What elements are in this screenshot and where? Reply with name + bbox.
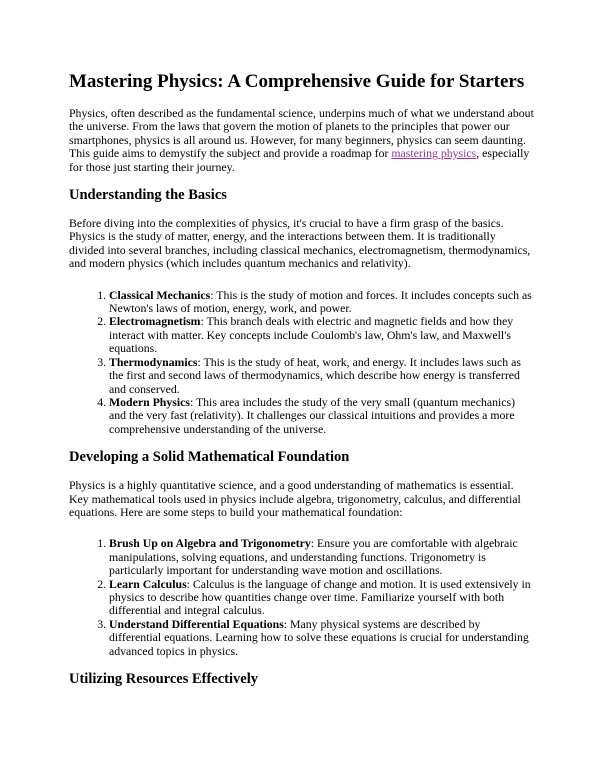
list-item-text: : This branch deals with electric and magnetic fields and how they interact with matter. Key concepts include Coulomb's law, Ohm's law, and Maxwell's equations. — [109, 314, 514, 356]
basics-paragraph: Before diving into the complexities of physics, it's crucial to have a firm grasp of the basics. Physics is the study of matter, energy, and the interactions between them. It is traditionally divided into several branches, including classical mechanics, electromagnetism, thermodynamics, and modern physics (which includes quantum mechanics and relativity). — [69, 216, 531, 271]
list-item-term: Modern Physics — [109, 394, 190, 409]
list-item-electromagnetism — [109, 315, 534, 355]
document-title: Mastering Physics: A Comprehensive Guide for Starters — [69, 71, 525, 92]
list-item-text: : Calculus is the language of change and motion. It is used extensively in physics to describe how quantities change over time. Familiarize yourself with both differential and integral calculus. — [109, 576, 531, 618]
intro-text-before-link: Physics, often described as the fundamental science, underpins much of what we understand about the universe. From the laws that govern the motion of planets to the principles that power our smartphones, physics is all around us. However, for many beginners, physics can seem daunting. This guide aims to demystify the subject and provide a roadmap for — [69, 106, 534, 161]
math-foundation-paragraph: Physics is a highly quantitative science, and a good understanding of mathematics is essential. Key mathematical tools used in physics include algebra, trigonometry, calculus, and differential equations. Here are some steps to build your mathematical foundation: — [69, 478, 521, 519]
section-heading-utilizing-resources: Utilizing Resources Effectively — [69, 671, 258, 687]
list-item-term: Learn Calculus — [109, 576, 187, 591]
list-item-text: : This is the study of motion and forces. It includes concepts such as Newton's laws of motion, energy, work, and power. — [109, 287, 532, 316]
list-item-text: : This is the study of heat, work, and energy. It includes laws such as the first and second laws of thermodynamics, which describe how energy is transferred and conserved. — [109, 354, 521, 396]
list-item-term: Classical Mechanics — [109, 287, 211, 302]
list-item-text: : Ensure you are comfortable with algebraic manipulations, solving equations, and understanding functions. Trigonometry is particularly important for understanding wave motion and oscillations. — [109, 536, 518, 578]
list-item-algebra-trigonometry — [109, 537, 534, 577]
list-item-term: Brush Up on Algebra and Trigonometry — [109, 536, 311, 551]
list-item-differential-equations — [109, 618, 534, 658]
intro-text-after-link: , especially for those just starting their journey. — [69, 146, 530, 174]
list-item-text: : Many physical systems are described by differential equations. Learning how to solve these equations is crucial for understanding advanced topics in physics. — [109, 616, 529, 658]
physics-branches-list — [69, 289, 534, 436]
list-item-term: Electromagnetism — [109, 314, 201, 329]
intro-paragraph — [69, 107, 534, 174]
list-item-learn-calculus — [109, 578, 534, 618]
list-item-text: : This area includes the study of the very small (quantum mechanics) and the very fast (relativity). It challenges our classical intuitions and provides a more comprehensive understanding of the universe. — [109, 394, 516, 436]
list-item-thermodynamics — [109, 356, 534, 396]
list-item-term: Thermodynamics — [109, 354, 198, 369]
list-item-classical-mechanics — [109, 289, 534, 316]
section-heading-understanding-the-basics: Understanding the Basics — [69, 187, 227, 204]
mastering-physics-link[interactable]: mastering physics — [391, 146, 477, 161]
list-item-term: Understand Differential Equations — [109, 616, 284, 631]
section-heading-mathematical-foundation: Developing a Solid Mathematical Foundation — [69, 449, 350, 466]
list-item-modern-physics — [109, 396, 534, 436]
math-steps-list — [69, 537, 534, 658]
